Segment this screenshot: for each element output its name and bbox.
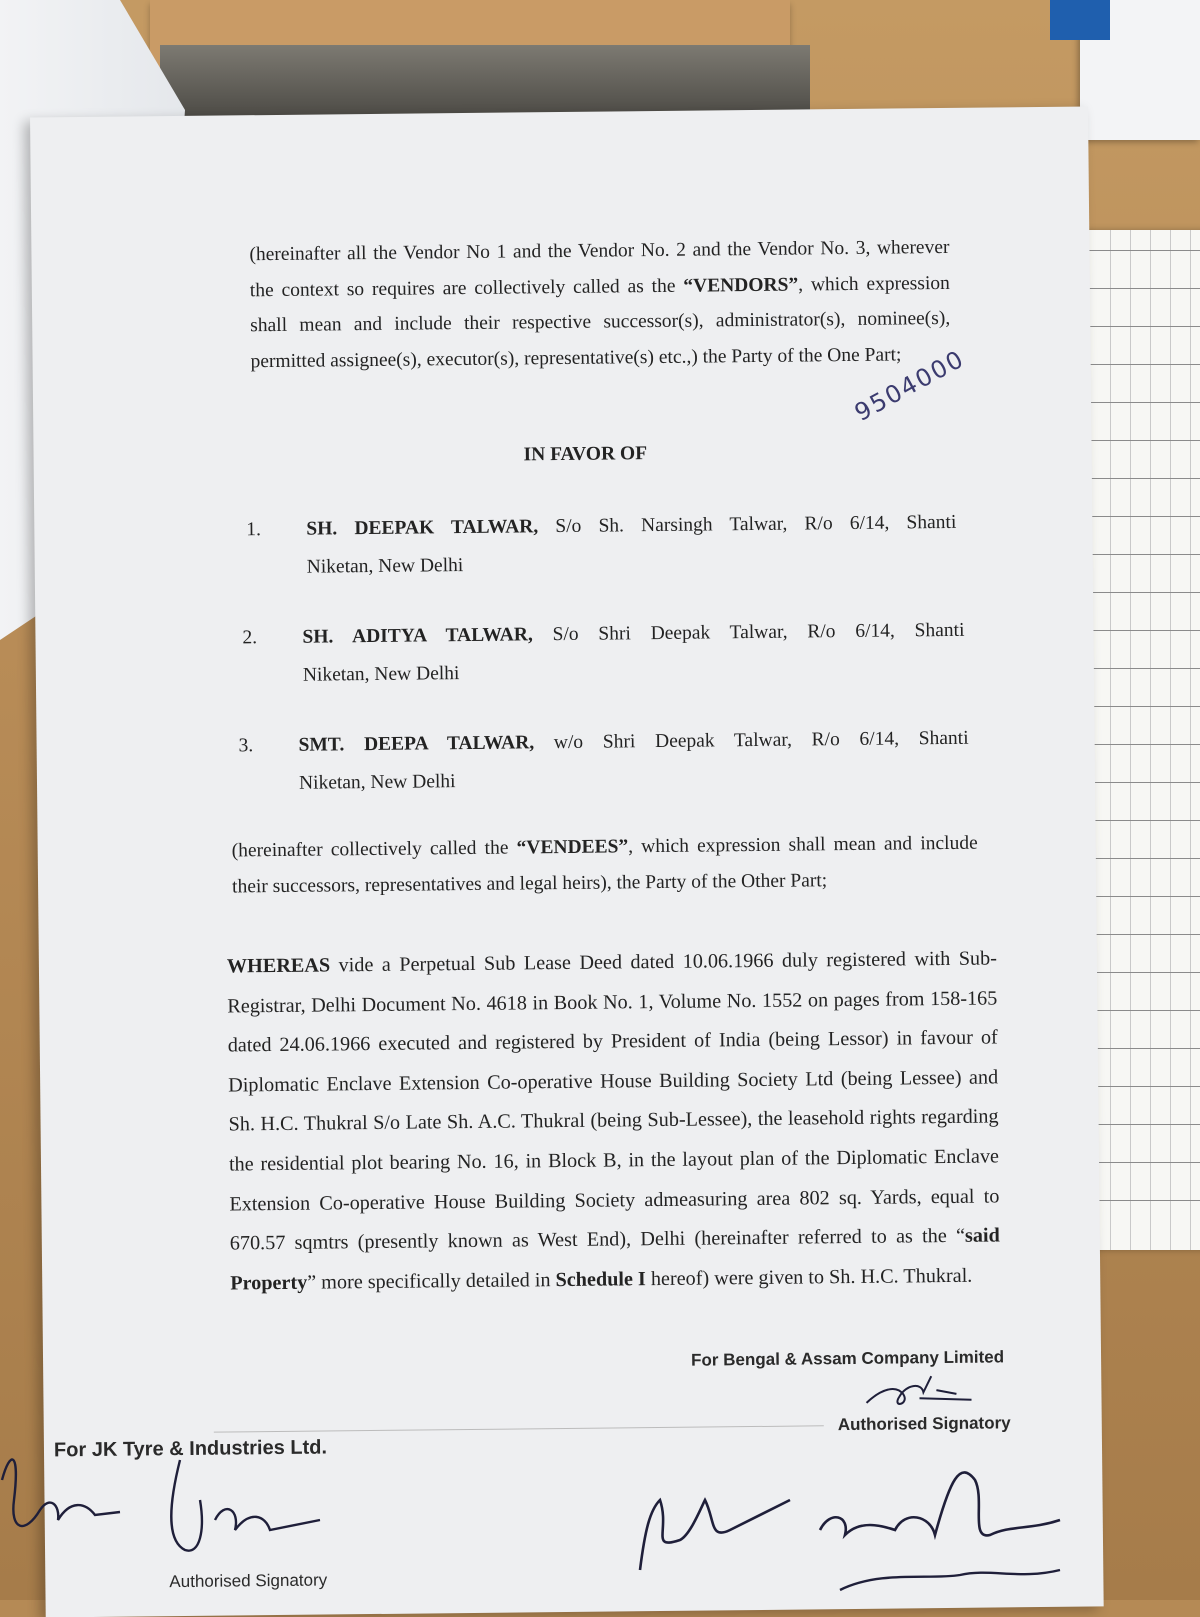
- signature-deepa: [820, 1472, 1060, 1535]
- vendee-name: SMT. DEEPA TALWAR,: [298, 732, 535, 756]
- vendee-number: 3.: [238, 735, 254, 757]
- ledger-row-line: [1085, 326, 1200, 327]
- ledger-row-line: [1085, 934, 1200, 935]
- ledger-row-line: [1085, 516, 1200, 517]
- bengal-stamp-signatory: Authorised Signatory: [837, 1413, 1011, 1435]
- ledger-row-line: [1085, 592, 1200, 593]
- ledger-row-line: [1085, 858, 1200, 859]
- ledger-rule: [1190, 230, 1191, 1250]
- ledger-row-line: [1085, 1124, 1200, 1125]
- document-page: [30, 106, 1104, 1617]
- ledger-rule: [1170, 230, 1171, 1250]
- ledger-row-line: [1085, 554, 1200, 555]
- ledger-row-line: [1085, 402, 1200, 403]
- ledger-row-line: [1085, 440, 1200, 441]
- vendees-term: “VENDEES”: [516, 836, 629, 859]
- vendors-term: “VENDORS”: [683, 274, 799, 297]
- binder-clip: [160, 45, 810, 120]
- whereas-keyword: WHEREAS: [226, 954, 331, 978]
- ledger-row-line: [1085, 668, 1200, 669]
- jk-stamp-signatory: Authorised Signatory: [169, 1570, 328, 1592]
- ledger-row-line: [1085, 630, 1200, 631]
- whereas-text: vide a Perpetual Sub Lease Deed dated 10.06.1966 duly registered with Sub-Registrar, Delhi Document No. 4618 in Book No. 1, Volume No. 1552 on pages from 158-165 dated 24.06.1966 executed and registered by President of India (being Lessor) in favour of Diplomatic Enclave Extension Co-operative House Building Society Ltd (being Lessee) and Sh. H.C. Thukral S/o Late Sh. A.C. Thukral (being Sub-Lessee), the leasehold rights regarding the residential plot bearing No. 16, in Block B, in the layout plan of the Diplomatic Enclave Extension Co-operative House Building Society admeasuring area 802 sq. Yards, equal to 670.57 sqmtrs (presently known as West End), Delhi (hereinafter referred to as the “: [227, 947, 1000, 1255]
- ledger-row-line: [1085, 820, 1200, 821]
- ledger-sheet: [1085, 230, 1200, 1250]
- vendee-locality: Niketan, New Delhi: [302, 663, 460, 686]
- ledger-row-line: [1085, 288, 1200, 289]
- section-heading: IN FAVOR OF: [523, 443, 648, 466]
- ledger-row-line: [1085, 782, 1200, 783]
- signature-deepak: [840, 1570, 1060, 1590]
- ledger-row-line: [1085, 250, 1200, 251]
- said-property-term: said Property: [230, 1224, 1000, 1295]
- vendee-address: w/o Shri Deepak Talwar, R/o 6/14, Shanti: [534, 727, 969, 754]
- paper-stack: [1080, 0, 1200, 140]
- vendee-locality: Niketan, New Delhi: [298, 771, 456, 794]
- ledger-row-line: [1085, 972, 1200, 973]
- ledger-row-line: [1085, 1200, 1200, 1201]
- bengal-stamp-company: For Bengal & Assam Company Limited: [690, 1347, 1005, 1370]
- blue-folder: [1050, 0, 1110, 40]
- ledger-row-line: [1085, 1162, 1200, 1163]
- intro-text-cont: , which expression shall mean and include their respective successor(s), administrator(s), nominee(s), permitted assignee(s), executor(s), representative(s) etc.,) the Party of the One Part;: [250, 272, 951, 372]
- ledger-row-line: [1085, 478, 1200, 479]
- vendees-text-cont: , which expression shall mean and include their successors, representatives and legal heirs), the Party of the Other Part;: [231, 832, 978, 897]
- vendee-address: S/o Sh. Narsingh Talwar, R/o 6/14, Shanti: [538, 511, 957, 538]
- whereas-text-end: hereof) were given to Sh. H.C. Thukral.: [645, 1264, 973, 1290]
- ledger-row-line: [1085, 364, 1200, 365]
- vendee-name: SH. DEEPAK TALWAR,: [306, 516, 539, 540]
- handwritten-amount: 9504000: [849, 344, 970, 427]
- ledger-row-line: [1085, 744, 1200, 745]
- intro-paragraph: [249, 230, 950, 379]
- ledger-row-line: [1085, 1086, 1200, 1087]
- handwritten-signatures: [0, 1440, 1200, 1600]
- vendee-locality: Niketan, New Delhi: [306, 555, 464, 578]
- vendees-paragraph: [232, 826, 979, 905]
- signature-jk-left: [2, 1460, 120, 1526]
- vendee-name: SH. ADITYA TALWAR,: [302, 624, 533, 648]
- jk-stamp-company: For JK Tyre & Industries Ltd.: [53, 1436, 328, 1462]
- whereas-paragraph: [227, 939, 1001, 1303]
- signature-rule: [214, 1425, 824, 1432]
- ledger-row-line: [1085, 896, 1200, 897]
- ledger-rule: [1130, 230, 1131, 1250]
- ledger-row-line: [1085, 1010, 1200, 1011]
- whereas-text-cont: ” more specifically detailed in: [307, 1268, 556, 1294]
- ledger-rule: [1150, 230, 1151, 1250]
- schedule-term: Schedule I: [555, 1267, 646, 1291]
- ledger-row-line: [1085, 1048, 1200, 1049]
- vendee-number: 2.: [242, 627, 258, 649]
- signature-jk-right: [171, 1460, 320, 1551]
- ledger-rule: [1110, 230, 1111, 1250]
- vendee-address: S/o Shri Deepak Talwar, R/o 6/14, Shanti: [532, 619, 965, 646]
- signature-aditya: [640, 1500, 790, 1570]
- intro-text: (hereinafter all the Vendor No 1 and the Vendor No. 2 and the Vendor No. 3, wherever the context so requires are collectively called as the: [249, 236, 950, 301]
- vendees-text: (hereinafter collectively called the: [231, 837, 517, 862]
- vendee-number: 1.: [246, 519, 262, 541]
- bengal-signature: [861, 1370, 981, 1416]
- ledger-row-line: [1085, 706, 1200, 707]
